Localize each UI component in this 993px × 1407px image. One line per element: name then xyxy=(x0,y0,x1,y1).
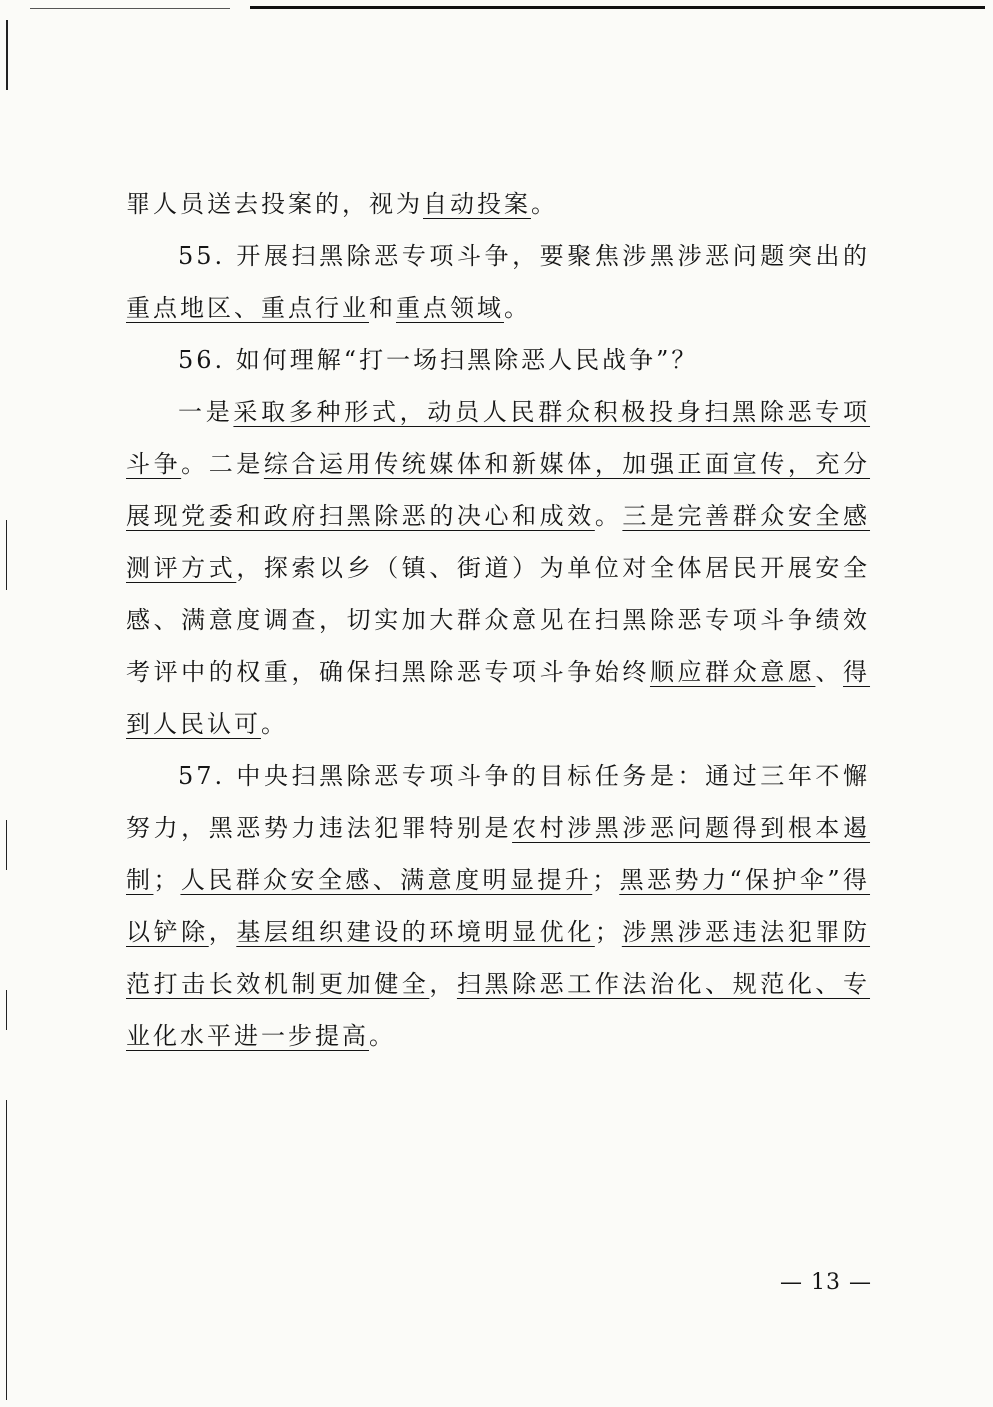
paragraph xyxy=(126,386,870,750)
paragraph xyxy=(126,334,870,386)
binding-mark xyxy=(6,1100,7,1400)
text-segment: ； xyxy=(592,866,620,894)
paragraph xyxy=(126,178,870,230)
text-segment: ； xyxy=(153,866,181,894)
underlined-text: 农村涉黑涉恶问题得到根本遏制 xyxy=(126,814,871,894)
text-segment: 。 xyxy=(594,502,623,530)
text-segment: 罪人员送去投案的，视为 xyxy=(126,190,423,218)
underlined-text: 黑恶势力“保护伞”得以铲除 xyxy=(126,866,871,946)
text-segment: 一是 xyxy=(178,398,234,426)
underlined-text: 三是完善群众安全感测评方式 xyxy=(126,502,871,582)
top-rule xyxy=(250,6,985,9)
binding-mark xyxy=(6,990,7,1030)
text-segment: 55. 开展扫黑除恶专项斗争，要聚焦涉黑涉恶问题突出的 xyxy=(178,242,870,270)
paragraph xyxy=(126,750,870,1062)
text-segment: 。 xyxy=(531,190,558,218)
underlined-text: 综合运用传统媒体和新媒体，加强正面宣传，充分展现党委和政府扫黑除恶的决心和成效 xyxy=(126,450,871,530)
underlined-text: 顺应群众意愿 xyxy=(649,658,816,686)
underlined-text: 人民群众安全感、满意度明显提升 xyxy=(180,866,593,894)
text-segment: 56. 如何理解“打一场扫黑除恶人民战争”？ xyxy=(178,346,699,374)
page-number: — 13 — xyxy=(780,1270,872,1295)
underlined-text: 涉黑涉恶违法犯罪防范打击长效机制更加健全 xyxy=(126,918,871,998)
text-segment: ，探索以乡（镇、街道）为单位对全体居民开展安全感、满意度调查，切实加大群众意见在扫黑除恶专项斗争绩效考评中的权重，确保扫黑除恶专项斗争始终 xyxy=(126,554,871,686)
underlined-text: 自动投案 xyxy=(423,190,531,218)
underlined-text: 扫黑除恶工作法治化、规范化、专业化水平进一步提高 xyxy=(126,970,871,1050)
underlined-text: 重点领域 xyxy=(396,294,504,322)
binding-mark xyxy=(6,20,8,90)
text-segment: 。 xyxy=(504,294,531,322)
underlined-text: 基层组织建设的环境明显优化 xyxy=(236,918,595,946)
binding-mark xyxy=(6,820,7,870)
text-segment: 。 xyxy=(369,1022,396,1050)
text-segment: 和 xyxy=(369,294,396,322)
binding-mark xyxy=(6,520,7,590)
document-body xyxy=(126,178,870,1062)
text-segment: 。 xyxy=(261,710,288,738)
text-segment: 57. 中央扫黑除恶专项斗争的目标任务是：通过三年不懈努力，黑恶势力违法犯罪特别是 xyxy=(126,762,870,842)
underlined-text: 重点地区、重点行业 xyxy=(126,294,369,322)
text-segment: ； xyxy=(594,918,622,946)
text-segment: ， xyxy=(429,970,457,998)
text-segment: ， xyxy=(208,918,237,946)
text-segment: 、 xyxy=(815,658,844,686)
text-segment: 。二是 xyxy=(181,450,264,478)
paragraph xyxy=(126,230,870,334)
underlined-text: 采取多种形式，动员人民群众积极投身扫黑除恶专项斗争 xyxy=(126,398,871,478)
underlined-text: 得到人民认可 xyxy=(126,658,871,738)
top-rule-thin xyxy=(30,8,230,9)
